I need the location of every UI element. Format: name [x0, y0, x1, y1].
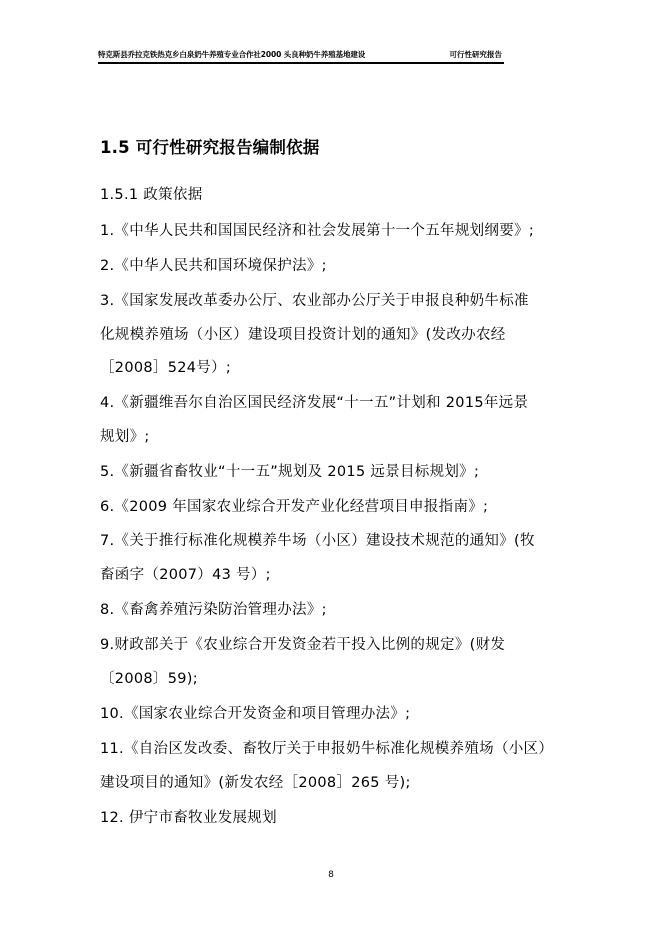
text-line: 畜函字（2007）43 号）; — [100, 567, 271, 583]
text-line: 化规模养殖场（小区）建设项目投资计划的通知》(发改办农经 — [100, 327, 506, 343]
text-line: 5.《新疆省畜牧业“十一五”规划及 2015 远景目标规划》; — [100, 464, 480, 480]
text-line: 规划》; — [100, 429, 150, 445]
text-line: 4.《新疆维吾尔自治区国民经济发展“十一五”计划和 2015年远景 — [100, 395, 529, 411]
text-line: 8.《畜禽养殖污染防治管理办法》; — [100, 602, 327, 618]
text-line: 1.《中华人民共和国国民经济和社会发展第十一个五年规划纲要》; — [100, 223, 535, 239]
text-line: 11.《自治区发改委、畜牧厅关于申报奶牛标准化规模养殖场（小区） — [100, 741, 554, 757]
subsection-title: 1.5.1 政策依据 — [100, 187, 203, 203]
text-line: 2.《中华人民共和国环境保护法》; — [100, 258, 327, 274]
text-line: 〔2008〕59); — [100, 671, 198, 687]
page-header — [98, 48, 504, 64]
text-line: 12. 伊宁市畜牧业发展规划 — [100, 810, 277, 826]
text-line: ［2008］524号）; — [100, 360, 232, 376]
text-line: 6.《2009 年国家农业综合开发产业化经营项目申报指南》; — [100, 499, 489, 515]
header-project-title: 特克斯县乔拉克铁热克乡白泉奶牛养殖专业合作社2000 头良种奶牛养殖基地建设 — [98, 50, 366, 59]
text-line: 建设项目的通知》(新发农经［2008］265 号); — [100, 775, 411, 791]
page-number: 8 — [328, 870, 334, 880]
text-line: 9.财政部关于《农业综合开发资金若干投入比例的规定》(财发 — [100, 637, 506, 653]
text-line: 3.《国家发展改革委办公厅、农业部办公厅关于申报良种奶牛标准 — [100, 293, 529, 309]
section-title: 1.5 可行性研究报告编制依据 — [100, 138, 320, 157]
text-line: 7.《关于推行标准化规模养牛场（小区）建设技术规范的通知》(牧 — [100, 533, 535, 549]
header-report-type: 可行性研究报告 — [449, 50, 502, 59]
text-line: 10.《国家农业综合开发资金和项目管理办法》; — [100, 706, 411, 722]
